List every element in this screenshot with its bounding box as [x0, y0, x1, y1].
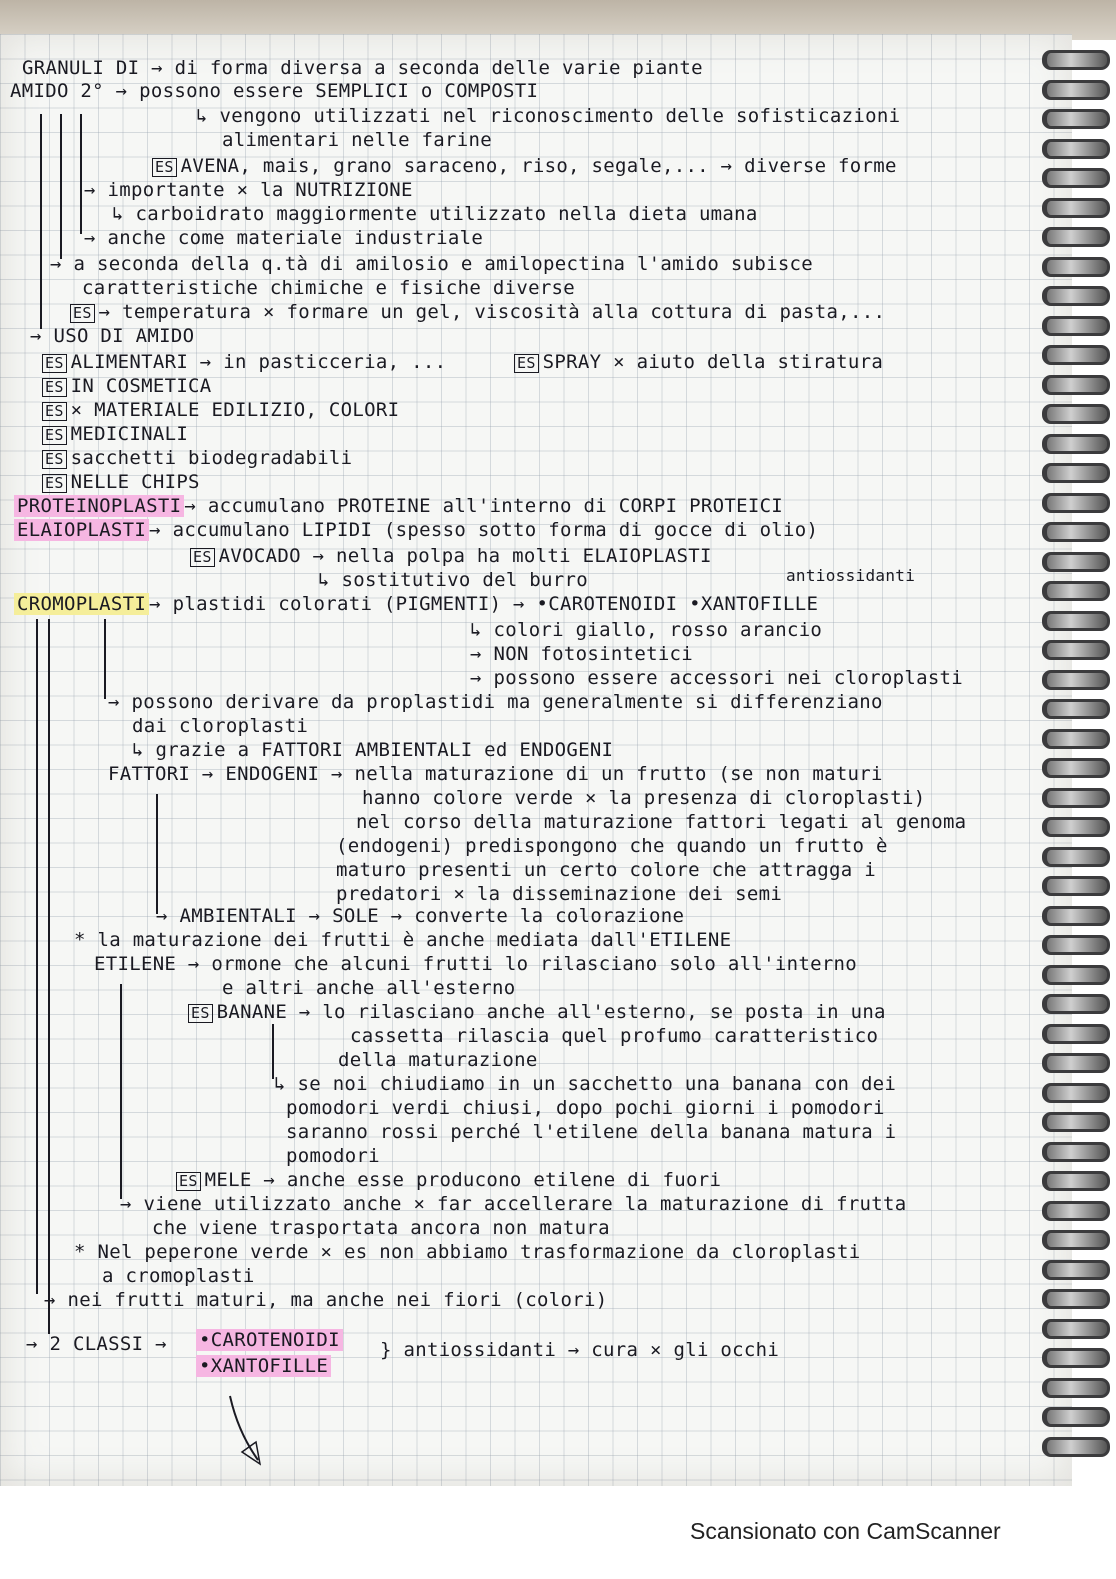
note-line: → AMBIENTALI → SOLE → converte la colorazione: [156, 905, 685, 927]
note-text: → accumulano LIPIDI (spesso sotto forma di gocce di olio): [149, 519, 819, 541]
note-line: della maturazione: [338, 1049, 538, 1071]
es-tag: ES: [42, 450, 67, 469]
connector-line: [60, 114, 62, 259]
note-line: → USO DI AMIDO: [30, 325, 195, 347]
es-tag: ES: [42, 378, 67, 397]
note-text: NELLE CHIPS: [70, 471, 200, 493]
spiral-coil: [1042, 1201, 1110, 1221]
es-tag: ES: [42, 402, 67, 421]
note-line: (endogeni) predispongono che quando un frutto è: [336, 835, 888, 857]
spiral-coil: [1042, 198, 1110, 218]
note-text: AVENA, mais, grano saraceno, riso, segale,... → diverse forme: [180, 155, 897, 177]
spiral-coil: [1042, 581, 1110, 601]
es-tag: ES: [188, 1004, 213, 1023]
es-tag: ES: [152, 158, 177, 177]
note-line: GRANULI DI → di forma diversa a seconda delle varie piante: [22, 57, 703, 79]
note-text: sacchetti biodegradabili: [70, 447, 353, 469]
spiral-coil: [1042, 168, 1110, 188]
spiral-coil: [1042, 699, 1110, 719]
note-line: → possono essere accessori nei cloroplasti: [470, 667, 964, 689]
connector-line: [104, 619, 106, 699]
connector-line: [40, 114, 42, 329]
spiral-coil: [1042, 847, 1110, 867]
down-arrow-icon: [220, 1392, 280, 1472]
es-tag: ES: [42, 426, 67, 445]
spiral-coil: [1042, 1024, 1110, 1044]
spiral-coil: [1042, 522, 1110, 542]
connector-line: [36, 619, 38, 1294]
note-line: → viene utilizzato anche × far accellerare la maturazione di frutta: [120, 1193, 907, 1215]
connector-line: [156, 794, 158, 914]
spiral-coil: [1042, 80, 1110, 100]
spiral-coil: [1042, 1083, 1110, 1103]
note-line: ↳ grazie a FATTORI AMBIENTALI ed ENDOGENI: [132, 739, 614, 761]
spiral-coil: [1042, 1289, 1110, 1309]
highlight-carotenoidi: •CAROTENOIDI: [196, 1329, 343, 1351]
note-text: × MATERIALE EDILIZIO, COLORI: [70, 399, 400, 421]
spiral-coil: [1042, 345, 1110, 365]
connector-line: [120, 984, 122, 1199]
note-text: SPRAY × aiuto della stiratura: [542, 351, 884, 373]
notebook-page: [0, 34, 1072, 1486]
spiral-coil: [1042, 493, 1110, 513]
note-line: AMIDO 2° → possono essere SEMPLICI o COMPOSTI: [10, 80, 539, 102]
example-line: [42, 446, 352, 470]
note-line: ↳ carboidrato maggiormente utilizzato nella dieta umana: [112, 203, 758, 225]
spiral-coil: [1042, 1407, 1110, 1427]
highlight-line: [196, 1328, 343, 1352]
es-tag: ES: [70, 304, 95, 323]
note-line: ↳ se noi chiudiamo in un sacchetto una banana con dei: [274, 1073, 897, 1095]
note-line: alimentari nelle farine: [222, 129, 492, 151]
note-line: FATTORI → ENDOGENI → nella maturazione di un frutto (se non maturi: [108, 763, 883, 785]
spiral-coil: [1042, 611, 1110, 631]
note-line: ↳ vengono utilizzati nel riconoscimento delle sofisticazioni: [196, 105, 901, 127]
note-text: → temperatura × formare un gel, viscosità alla cottura di pasta,...: [98, 301, 886, 323]
note-line: a cromoplasti: [102, 1265, 255, 1287]
spiral-coil: [1042, 965, 1110, 985]
es-tag: ES: [514, 354, 539, 373]
spiral-coil: [1042, 1112, 1110, 1132]
note-text: BANANE → lo rilasciano anche all'esterno, se posta in una: [216, 1001, 886, 1023]
note-line: nel corso della maturazione fattori legati al genoma: [356, 811, 967, 833]
example-line: [188, 1000, 886, 1024]
note-line: → anche come materiale industriale: [84, 227, 484, 249]
note-line: → a seconda della q.tà di amilosio e amilopectina l'amido subisce: [50, 253, 814, 275]
example-line: [42, 374, 212, 398]
note-text: ALIMENTARI → in pasticceria, ...: [70, 351, 447, 373]
example-line: [42, 398, 399, 422]
note-line: → nei frutti maturi, ma anche nei fiori (colori): [44, 1289, 608, 1311]
highlight-xantofille: •XANTOFILLE: [196, 1355, 331, 1377]
example-line: [176, 1168, 721, 1192]
es-tag: ES: [176, 1172, 201, 1191]
example-line: [42, 422, 188, 446]
note-line: caratteristiche chimiche e fisiche diverse: [82, 277, 576, 299]
note-line: → NON fotosintetici: [470, 643, 694, 665]
elaioplasti-line: [14, 518, 818, 542]
spiral-coil: [1042, 1378, 1110, 1398]
note-text: → plastidi colorati (PIGMENTI) → •CAROTENOIDI •XANTOFILLE: [149, 593, 819, 615]
note-line: pomodori: [286, 1145, 380, 1167]
proteinoplasti-line: [14, 494, 783, 518]
spiral-coil: [1042, 139, 1110, 159]
note-line: hanno colore verde × la presenza di cloroplasti): [362, 787, 926, 809]
spiral-coil: [1042, 286, 1110, 306]
highlight-elaioplasti: ELAIOPLASTI: [14, 519, 149, 541]
note-line: che viene trasportata ancora non matura: [152, 1217, 610, 1239]
highlight-proteinoplasti: PROTEINOPLASTI: [14, 495, 184, 517]
connector-line: [272, 1024, 274, 1079]
spiral-coil: [1042, 434, 1110, 454]
example-line: [42, 350, 446, 374]
example-line: [152, 154, 897, 178]
spiral-coil: [1042, 552, 1110, 572]
note-line: → possono derivare da proplastidi ma generalmente si differenziano: [108, 691, 883, 713]
spiral-coil: [1042, 375, 1110, 395]
spiral-coil: [1042, 257, 1110, 277]
spiral-coil: [1042, 1437, 1110, 1457]
spiral-coil: [1042, 788, 1110, 808]
note-line: ↳ sostitutivo del burro: [318, 569, 588, 591]
spiral-coil: [1042, 1142, 1110, 1162]
note-line: ETILENE → ormone che alcuni frutti lo rilasciano solo all'interno: [94, 953, 858, 975]
highlight-cromoplasti: CROMOPLASTI: [14, 593, 149, 615]
spiral-coil: [1042, 817, 1110, 837]
note-line: → importante × la NUTRIZIONE: [84, 179, 413, 201]
note-line: antiossidanti: [786, 566, 916, 585]
note-line: e altri anche all'esterno: [222, 977, 516, 999]
note-line: } antiossidanti → cura × gli occhi: [380, 1339, 780, 1361]
spiral-coil: [1042, 1171, 1110, 1191]
scan-footer: Scansionato con CamScanner: [690, 1518, 1001, 1544]
highlight-line: [196, 1354, 331, 1378]
spiral-coil: [1042, 463, 1110, 483]
spiral-coil: [1042, 1230, 1110, 1250]
example-line: [190, 544, 712, 568]
note-line: saranno rossi perché l'etilene della banana matura i: [286, 1121, 897, 1143]
cromoplasti-line: [14, 592, 818, 616]
connector-line: [80, 114, 82, 234]
note-line: predatori × la disseminazione dei semi: [336, 883, 783, 905]
spiral-coil: [1042, 1319, 1110, 1339]
spiral-coil: [1042, 1053, 1110, 1073]
example-line: [42, 470, 200, 494]
note-text: AVOCADO → nella polpa ha molti ELAIOPLASTI: [218, 545, 712, 567]
note-line: ↳ colori giallo, rosso arancio: [470, 619, 823, 641]
note-line: dai cloroplasti: [132, 715, 309, 737]
note-text: IN COSMETICA: [70, 375, 212, 397]
spiral-coil: [1042, 109, 1110, 129]
spiral-coil: [1042, 876, 1110, 896]
es-tag: ES: [190, 548, 215, 567]
spiral-coil: [1042, 316, 1110, 336]
note-line: maturo presenti un certo colore che attragga i: [336, 859, 876, 881]
spiral-coil: [1042, 935, 1110, 955]
spiral-coil: [1042, 1260, 1110, 1280]
spiral-coil: [1042, 227, 1110, 247]
es-tag: ES: [42, 354, 67, 373]
spiral-coil: [1042, 670, 1110, 690]
example-line: [514, 350, 883, 374]
spiral-coil: [1042, 1348, 1110, 1368]
note-line: * la maturazione dei frutti è anche mediata dall'ETILENE: [74, 929, 732, 951]
note-line: → 2 CLASSI →: [26, 1333, 167, 1355]
connector-line: [48, 619, 50, 1334]
spiral-coil: [1042, 906, 1110, 926]
spiral-coil: [1042, 50, 1110, 70]
spiral-coil: [1042, 729, 1110, 749]
spiral-coil: [1042, 994, 1110, 1014]
note-text: MELE → anche esse producono etilene di fuori: [204, 1169, 722, 1191]
spiral-binding: [1046, 50, 1116, 1470]
note-line: pomodori verdi chiusi, dopo pochi giorni i pomodori: [286, 1097, 885, 1119]
spiral-coil: [1042, 404, 1110, 424]
spiral-coil: [1042, 758, 1110, 778]
example-line: [70, 300, 885, 324]
spiral-coil: [1042, 640, 1110, 660]
note-text: MEDICINALI: [70, 423, 189, 445]
note-text: → accumulano PROTEINE all'interno di CORPI PROTEICI: [184, 495, 784, 517]
es-tag: ES: [42, 474, 67, 493]
note-line: cassetta rilascia quel profumo caratteristico: [350, 1025, 879, 1047]
note-line: * Nel peperone verde × es non abbiamo trasformazione da cloroplasti: [74, 1241, 861, 1263]
